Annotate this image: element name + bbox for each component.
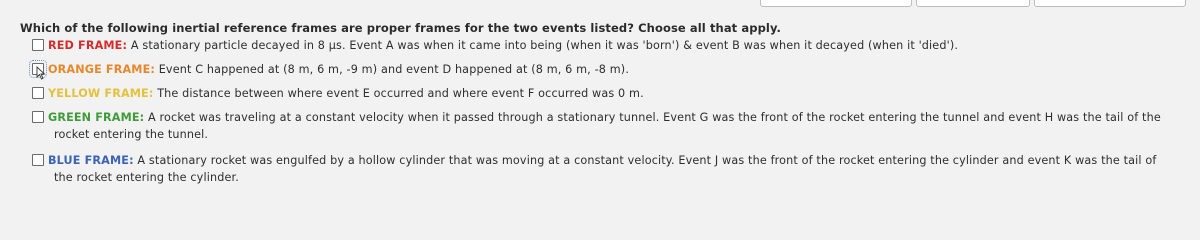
mouse-cursor-icon <box>36 66 46 80</box>
toolbar-tab-1[interactable] <box>760 0 912 7</box>
option-blue-label: BLUE FRAME: <box>48 154 134 167</box>
option-blue-description: A stationary rocket was engulfed by a hollow cylinder that was moving at a constant velocity. Event J was the front of the rocket entering the cylinder and event K was the tail of <box>137 154 1157 167</box>
option-orange-description: Event C happened at (8 m, 6 m, -9 m) and event D happened at (8 m, 6 m, -8 m). <box>158 63 630 76</box>
option-orange-label: ORANGE FRAME: <box>48 63 155 76</box>
option-red-frame[interactable] <box>32 37 1192 54</box>
question-prompt: Which of the following inertial reference frames are proper frames for the two events listed? Choose all that apply. <box>20 21 781 35</box>
option-green-description-cont: rocket entering the tunnel. <box>54 128 209 141</box>
checkbox-yellow-frame[interactable] <box>32 87 44 99</box>
option-red-label: RED FRAME: <box>48 39 128 52</box>
option-blue-frame[interactable] <box>32 152 1192 186</box>
option-green-text <box>48 109 1193 143</box>
option-red-text <box>48 37 1193 54</box>
option-green-label: GREEN FRAME: <box>48 111 145 124</box>
toolbar-tab-2[interactable] <box>916 0 1030 7</box>
option-orange-frame[interactable] <box>32 61 1192 78</box>
option-red-description: A stationary particle decayed in 8 µs. Event A was when it came into being (when it was 'born') & event B was when it decayed (when it 'died'). <box>130 39 959 52</box>
checkbox-red-frame[interactable] <box>32 39 44 51</box>
checkbox-blue-frame[interactable] <box>32 154 44 166</box>
option-green-description: A rocket was traveling at a constant velocity when it passed through a stationary tunnel. Event G was the front of the rocket entering the tunnel and event H was the tail of the <box>148 111 1161 124</box>
option-orange-text <box>48 61 1193 78</box>
option-yellow-label: YELLOW FRAME: <box>48 87 154 100</box>
option-blue-description-cont: the rocket entering the cylinder. <box>54 171 239 184</box>
checkbox-green-frame[interactable] <box>32 111 44 123</box>
option-yellow-description: The distance between where event E occurred and where event F occurred was 0 m. <box>157 87 644 100</box>
option-yellow-text <box>48 85 1193 102</box>
option-yellow-frame[interactable] <box>32 85 1192 102</box>
option-green-frame[interactable] <box>32 109 1192 143</box>
option-blue-text <box>48 152 1193 186</box>
top-toolbar-strip <box>0 0 1200 8</box>
toolbar-tab-3[interactable] <box>1034 0 1186 7</box>
